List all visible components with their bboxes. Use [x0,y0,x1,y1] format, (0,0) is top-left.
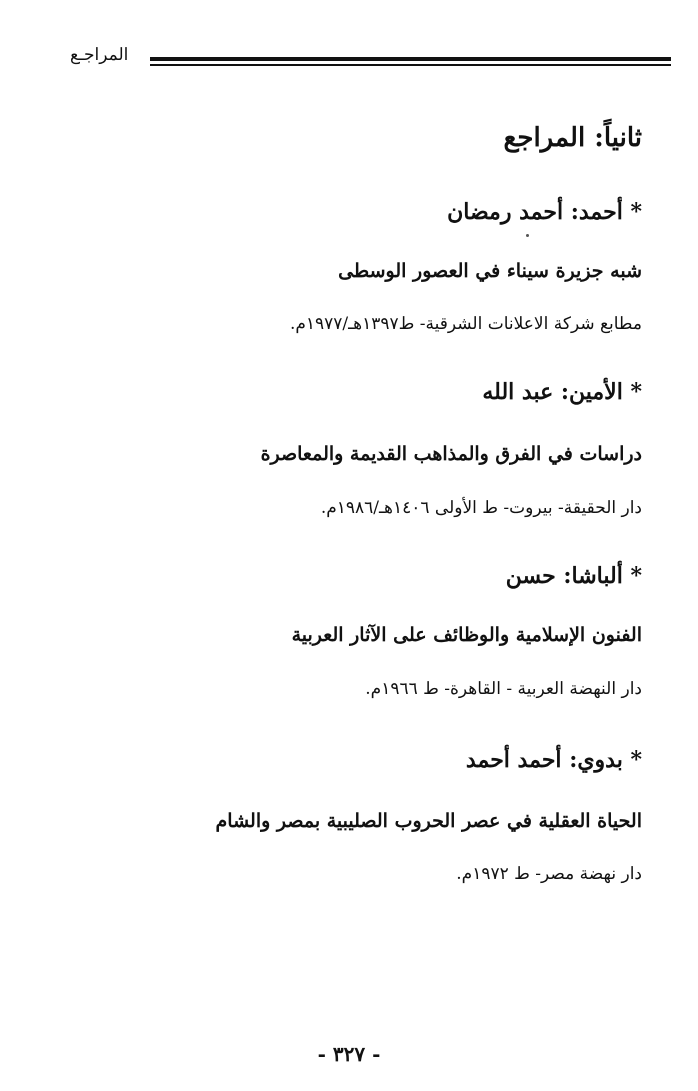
entry-author: * بدوي: أحمد أحمد [465,747,642,773]
print-speck [526,234,529,237]
page-number: - ٣٢٧ - [317,1042,381,1066]
entry-title: الفنون الإسلامية والوظائف على الآثار العربية [291,624,642,646]
entry-author: * أحمد: أحمد رمضان [447,199,642,225]
entry-publisher: دار الحقيقة- بيروت- ط الأولى ١٤٠٦هـ/١٩٨٦م. [320,498,642,518]
entry-title: الحياة العقلية في عصر الحروب الصليبية بمصر والشام [215,810,642,832]
entry-title: دراسات في الفرق والمذاهب القديمة والمعاصرة [260,443,642,465]
entry-publisher: دار نهضة مصر- ط ١٩٧٢م. [456,864,642,884]
header-rule [150,57,671,66]
entry-publisher: مطابع شركة الاعلانات الشرقية- ط١٣٩٧هـ/١٩٧٧م. [289,314,642,334]
entry-title: شبه جزيرة سيناء في العصور الوسطى [338,260,642,282]
section-heading: ثانياً: المراجع [503,123,642,153]
entry-author: * الأمين: عبد الله [482,379,642,405]
entry-publisher: دار النهضة العربية - القاهرة- ط ١٩٦٦م. [365,679,642,699]
running-title: المراجـع [70,45,129,65]
entry-author: * ألباشا: حسن [505,563,642,589]
